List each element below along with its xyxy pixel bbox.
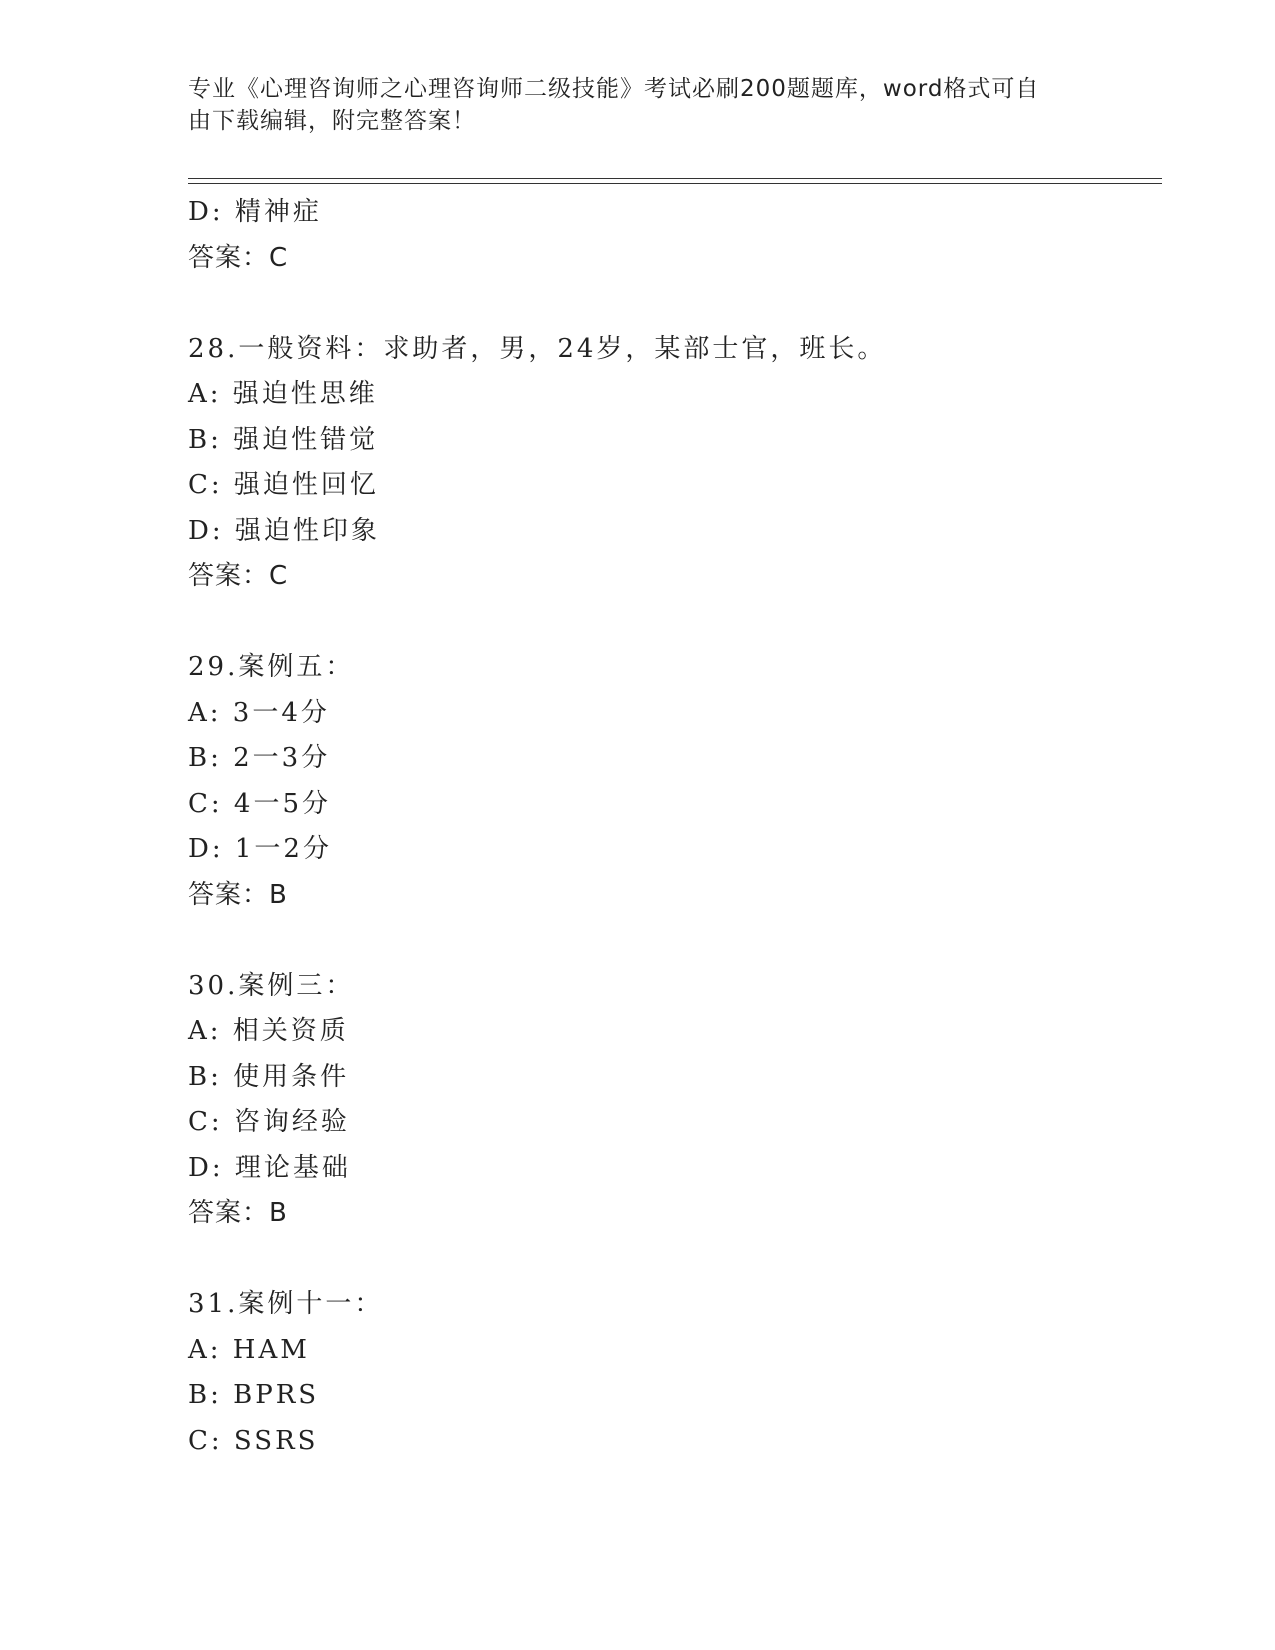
header-divider-top xyxy=(188,178,1162,179)
spacer xyxy=(188,281,1148,327)
option-a: A: 强迫性思维 xyxy=(188,379,378,409)
header-line-2: 由下载编辑，附完整答案！ xyxy=(188,108,476,134)
spacer xyxy=(188,918,1148,964)
option-d: D: 精神症 xyxy=(188,197,322,227)
question-stem: 29.案例五： xyxy=(188,652,355,682)
document-header xyxy=(188,73,1088,137)
option-b: B: 2一3分 xyxy=(188,743,331,773)
question-block-28 xyxy=(188,327,1148,600)
answer-line: 答案：C xyxy=(188,561,289,591)
option-d: D: 1一2分 xyxy=(188,834,332,864)
option-a: A: 3一4分 xyxy=(188,697,330,728)
option-b: B: BPRS xyxy=(188,1380,320,1410)
option-c: C: 4一5分 xyxy=(188,788,332,819)
option-a: A: HAM xyxy=(188,1334,310,1365)
option-b: B: 使用条件 xyxy=(188,1061,350,1092)
question-stem: 31.案例十一： xyxy=(188,1289,384,1319)
option-c: C: SSRS xyxy=(188,1425,319,1456)
option-a: A: 相关资质 xyxy=(188,1016,349,1046)
option-d: D: 强迫性印象 xyxy=(188,515,380,546)
option-c: C: 咨询经验 xyxy=(188,1107,350,1137)
answer-line: 答案：C xyxy=(188,242,289,273)
header-divider-bottom xyxy=(188,183,1162,184)
answer-line: 答案：B xyxy=(188,1198,288,1228)
question-block-30 xyxy=(188,964,1148,1237)
spacer xyxy=(188,1237,1148,1283)
question-stem: 28.一般资料：求助者，男，24岁，某部士官，班长。 xyxy=(188,333,887,364)
header-line-1: 专业《心理咨询师之心理咨询师二级技能》考试必刷200题题库，word格式可自 xyxy=(188,76,1040,102)
question-block-31 xyxy=(188,1282,1148,1464)
question-block-27 xyxy=(188,190,1148,281)
answer-line: 答案：B xyxy=(188,879,288,910)
option-d: D: 理论基础 xyxy=(188,1152,351,1183)
option-c: C: 强迫性回忆 xyxy=(188,470,379,500)
spacer xyxy=(188,600,1148,646)
option-b: B: 强迫性错觉 xyxy=(188,424,379,455)
question-stem: 30.案例三： xyxy=(188,970,355,1001)
question-block-29 xyxy=(188,645,1148,918)
question-list xyxy=(188,190,1148,1464)
